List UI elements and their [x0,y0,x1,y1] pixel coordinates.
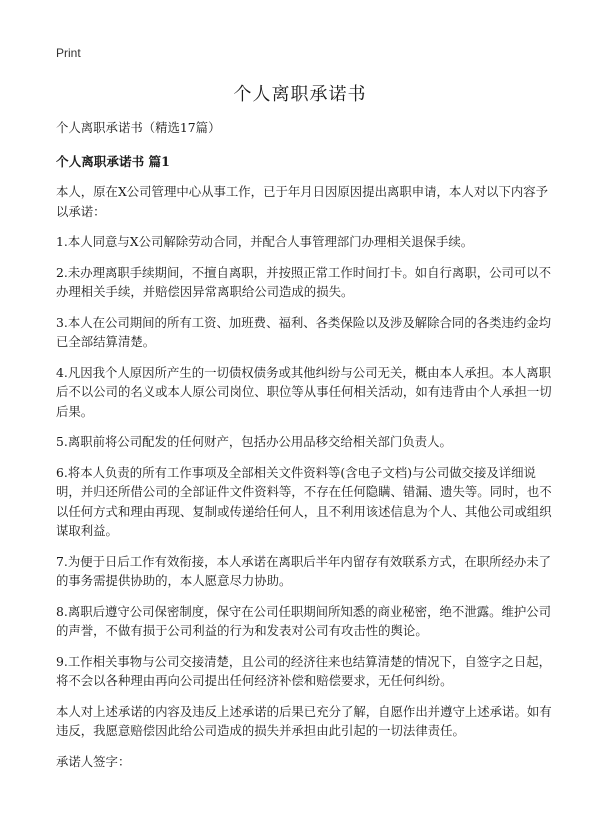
print-link[interactable]: Print [56,46,81,60]
paragraph-item-8: 8.离职后遵守公司保密制度，保守在公司任职期间所知悉的商业秘密，绝不泄露。维护公司的声誉，不做有损于公司利益的行为和发表对公司有攻击性的舆论。 [56,603,552,638]
signature-label: 承诺人签字： [56,753,131,769]
paragraph-closing: 本人对上述承诺的内容及违反上述承诺的后果已充分了解，自愿作出并遵守上述承诺。如有违反，我愿意赔偿因此给公司造成的损失并承担由此引起的一切法律责任。 [56,703,552,738]
paragraph-item-6: 6.将本人负责的所有工作事项及全部相关文件资料等(含电子文档)与公司做交接及详细说明，并归还所借公司的全部证件文件资料等，不存在任何隐瞒、错漏、遗失等。同时，也不以任何方式和理由再现、复制或传递给任何人，且不利用该述信息为个人、其他公司或组织谋取利益。 [56,464,552,538]
page-title: 个人离职承诺书 [233,84,367,104]
section-heading: 个人离职承诺书 篇1 [56,154,170,169]
document-subtitle: 个人离职承诺书（精选17篇） [56,120,221,135]
paragraph-item-2: 2.未办理离职手续期间，不擅自离职，并按照正常工作时间打卡。如自行离职，公司可以不办理相关手续，并赔偿因异常离职给公司造成的损失。 [56,264,552,299]
paragraph-item-5: 5.离职前将公司配发的任何财产，包括办公用品移交给相关部门负责人。 [56,434,452,449]
paragraph-item-9: 9.工作相关事物与公司交接清楚，且公司的经济往来也结算清楚的情况下，自签字之日起，将不会以各种理由再向公司提出任何经济补偿和赔偿要求，无任何纠纷。 [56,653,552,688]
paragraph-item-1: 1.本人同意与X公司解除劳动合同，并配合人事管理部门办理相关退保手续。 [56,234,474,249]
paragraph-item-7: 7.为便于日后工作有效衔接，本人承诺在离职后半年内留存有效联系方式，在职所经办未了的事务需提供协助的，本人愿意尽力协助。 [56,553,552,588]
paragraph-intro: 本人，原在X公司管理中心从事工作，已于年月日因原因提出离职申请，本人对以下内容予以承诺： [56,184,549,219]
paragraph-item-3: 3.本人在公司期间的所有工资、加班费、福利、各类保险以及涉及解除合同的各类违约金均已全部结算清楚。 [56,314,552,349]
paragraph-item-4: 4.凡因我个人原因所产生的一切债权债务或其他纠纷与公司无关，概由本人承担。本人离职后不以公司的名义或本人原公司岗位、职位等从事任何相关活动，如有违背由个人承担一切后果。 [56,364,552,419]
document-body [56,118,554,772]
